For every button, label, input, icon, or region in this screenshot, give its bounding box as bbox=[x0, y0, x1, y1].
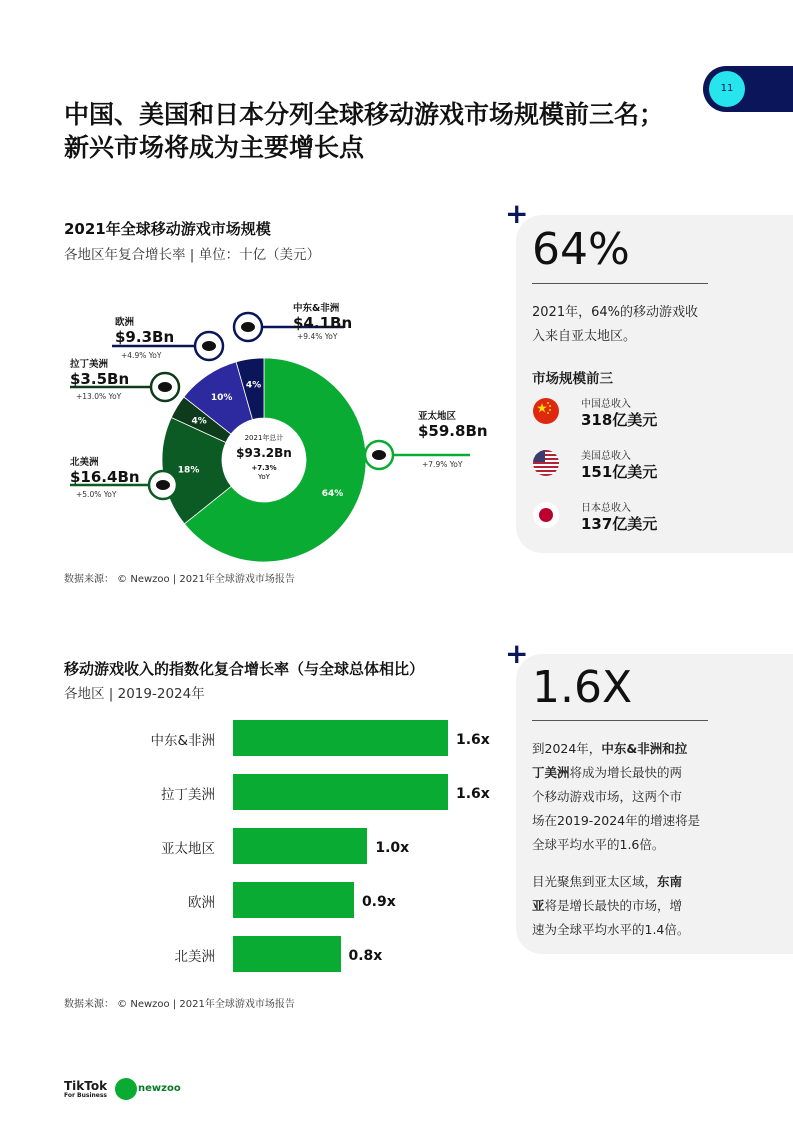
page-number: 11 bbox=[709, 71, 745, 107]
bar bbox=[233, 882, 354, 918]
bar-category-label: 欧洲 bbox=[188, 895, 215, 911]
bar-category-label: 中东&非洲 bbox=[150, 733, 215, 749]
card2-text: 全球平均水平的1.6倍。 bbox=[532, 837, 665, 852]
tiktok-logo bbox=[64, 1080, 107, 1099]
bar-value-label: 0.8x bbox=[348, 948, 383, 964]
bar-chart-subtitle: 各地区 | 2019-2024年 bbox=[64, 686, 205, 702]
card1-big-number: 64% bbox=[532, 224, 630, 275]
africa-map-icon-shape bbox=[241, 322, 255, 332]
us-flag-icon bbox=[533, 450, 559, 476]
region-name: 北美洲 bbox=[70, 457, 99, 468]
card2-big-number: 1.6X bbox=[532, 662, 633, 713]
bar-value-label: 0.9x bbox=[361, 894, 396, 910]
region-label-2 bbox=[70, 356, 129, 388]
bar-category-label: 北美洲 bbox=[174, 949, 215, 965]
region-label-3 bbox=[115, 314, 174, 346]
bar bbox=[233, 936, 341, 972]
region-value: $3.5Bn bbox=[70, 370, 130, 388]
donut-percent-label: 4% bbox=[245, 380, 262, 391]
stat-label-china: 中国总收入 bbox=[581, 399, 631, 410]
stat-label-us: 美国总收入 bbox=[581, 451, 631, 462]
china-flag-icon bbox=[533, 398, 559, 424]
bar-chart-title: 移动游戏收入的指数化复合增长率（与全球总体相比） bbox=[64, 660, 425, 678]
region-name: 亚太地区 bbox=[418, 411, 457, 422]
region-yoy: +4.9% YoY bbox=[121, 351, 162, 360]
asia-map-icon-shape bbox=[372, 450, 386, 460]
region-name: 拉丁美洲 bbox=[70, 359, 109, 370]
newzoo-logo-icon bbox=[115, 1078, 137, 1100]
tiktok-logo-text: TikTok bbox=[64, 1079, 108, 1093]
region-value: $9.3Bn bbox=[115, 328, 175, 346]
card2-divider bbox=[532, 720, 708, 721]
card2-text-bold: 中东&非洲和拉 bbox=[601, 741, 688, 756]
page-title-line2: 新兴市场将成为主要增长点 bbox=[64, 133, 365, 162]
donut-center-text: 2021年总计 bbox=[244, 434, 284, 442]
card1-text-line1: 2021年，64%的移动游戏收 bbox=[532, 305, 698, 320]
card2-text-bold: 丁美洲 bbox=[532, 765, 570, 780]
plus-icon: + bbox=[505, 637, 529, 670]
top3-title: 市场规模前三 bbox=[532, 371, 613, 387]
card2-text-bold: 亚 bbox=[532, 898, 545, 913]
tiktok-logo-sub: For Business bbox=[64, 1092, 107, 1099]
donut-percent-label: 4% bbox=[191, 416, 207, 427]
donut-chart-title: 2021年全球移动游戏市场规模 bbox=[64, 220, 271, 238]
donut-percent-label: 64% bbox=[321, 488, 344, 499]
page-title bbox=[64, 98, 664, 164]
region-yoy: +9.4% YoY bbox=[297, 332, 338, 341]
plus-icon: + bbox=[505, 197, 529, 230]
region-yoy: +7.9% YoY bbox=[422, 460, 463, 469]
region-label-4 bbox=[293, 300, 352, 332]
card1-text-line2: 入来自亚太地区。 bbox=[532, 329, 637, 344]
region-name: 欧洲 bbox=[115, 317, 135, 328]
region-value: $59.8Bn bbox=[418, 422, 488, 440]
stat-value-japan: 137亿美元 bbox=[581, 515, 658, 533]
donut-center-text: $93.2Bn bbox=[236, 446, 292, 460]
donut-percent-label: 10% bbox=[210, 392, 233, 403]
region-yoy: +5.0% YoY bbox=[76, 490, 117, 499]
donut-percent-label: 18% bbox=[177, 465, 200, 476]
card2-text: 个移动游戏市场，这两个市 bbox=[532, 789, 683, 804]
card2-text: 场在2019-2024年的增速将是 bbox=[532, 813, 701, 828]
card2-text: 速为全球平均水平的1.4倍。 bbox=[532, 922, 690, 937]
newzoo-logo-text: newzoo bbox=[138, 1083, 181, 1094]
bar bbox=[233, 720, 448, 756]
bar-category-label: 亚太地区 bbox=[161, 841, 215, 857]
bar-value-label: 1.0x bbox=[375, 840, 410, 856]
card2-paragraph2 bbox=[532, 870, 689, 942]
region-value: $4.1Bn bbox=[293, 314, 353, 332]
card2-text: 将成为增长最快的两 bbox=[569, 765, 683, 780]
region-value: $16.4Bn bbox=[70, 468, 140, 486]
card2-text: 到2024年， bbox=[532, 741, 602, 756]
region-label-0 bbox=[418, 408, 488, 440]
donut-chart-subtitle: 各地区年复合增长率 | 单位：十亿（美元） bbox=[64, 247, 321, 263]
bar-value-label: 1.6x bbox=[456, 732, 490, 748]
card2-text: 目光聚焦到亚太区域， bbox=[532, 874, 658, 889]
bar-category-label: 拉丁美洲 bbox=[161, 787, 215, 803]
japan-flag-icon bbox=[533, 502, 559, 528]
bar-value-label: 1.6x bbox=[456, 786, 490, 802]
stat-value-us: 151亿美元 bbox=[581, 463, 658, 481]
region-name: 中东&非洲 bbox=[293, 303, 340, 314]
region-yoy: +13.0% YoY bbox=[76, 392, 122, 401]
donut-center-text: +7.3% bbox=[251, 464, 277, 472]
page-title-line1: 中国、美国和日本分列全球移动游戏市场规模前三名； bbox=[64, 100, 665, 129]
europe-map-icon-shape bbox=[202, 341, 216, 351]
north-america-map-icon-shape bbox=[156, 480, 170, 490]
bar bbox=[233, 828, 367, 864]
donut-center-text: YoY bbox=[258, 473, 270, 481]
stat-label-japan: 日本总收入 bbox=[581, 503, 631, 514]
card1-text bbox=[532, 301, 698, 349]
card2-paragraph1 bbox=[532, 737, 700, 857]
card1-divider bbox=[532, 283, 708, 284]
card2-text-bold: 东南 bbox=[657, 874, 683, 889]
bar bbox=[233, 774, 448, 810]
donut-source: 数据来源： © Newzoo | 2021年全球游戏市场报告 bbox=[64, 574, 295, 585]
region-label-1 bbox=[70, 454, 140, 486]
bar-source: 数据来源： © Newzoo | 2021年全球游戏市场报告 bbox=[64, 999, 295, 1010]
card2-text: 将是增长最快的市场，增 bbox=[544, 898, 683, 913]
south-america-map-icon-shape bbox=[158, 382, 172, 392]
stat-value-china: 318亿美元 bbox=[581, 411, 658, 429]
